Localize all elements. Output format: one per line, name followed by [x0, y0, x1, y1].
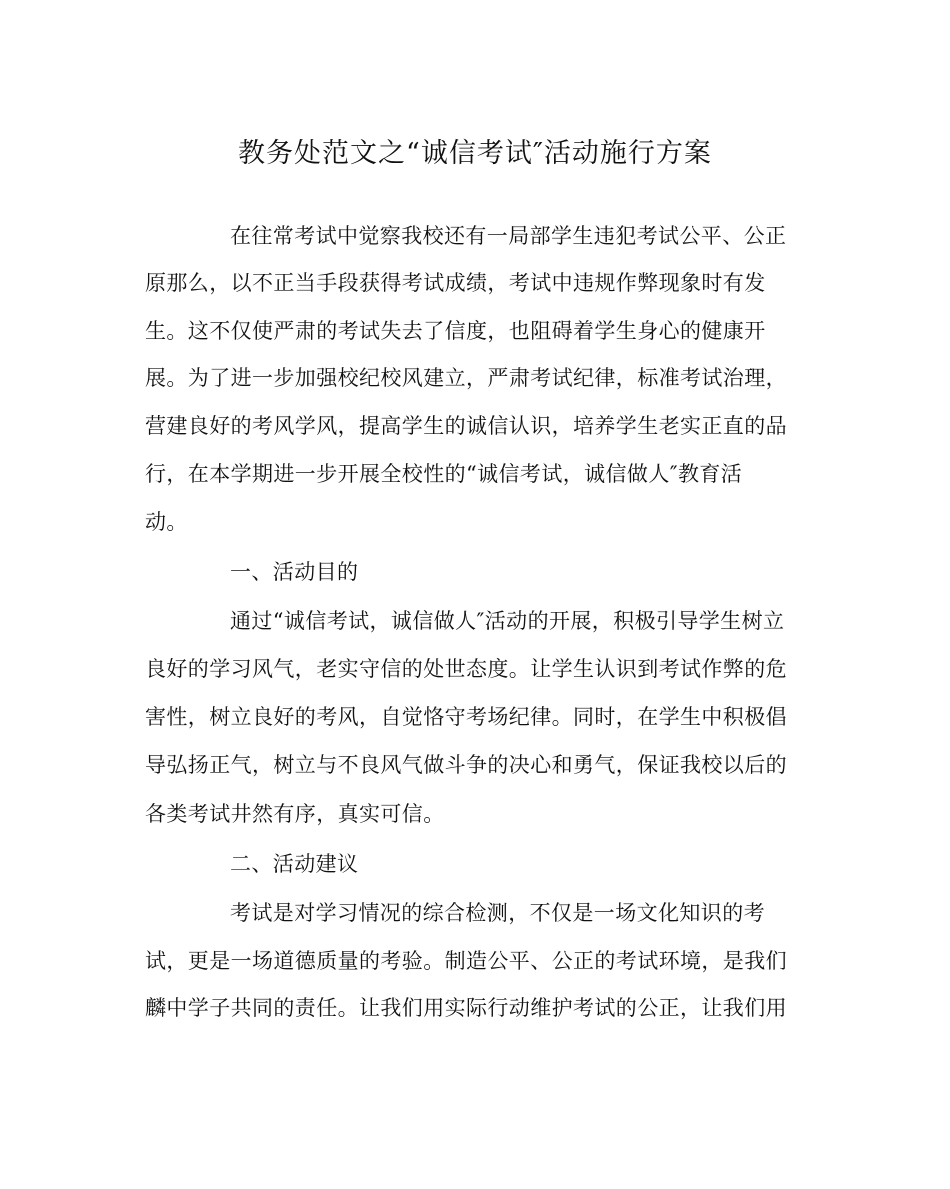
paragraph-1-line-4: 展。为了进一步加强校纪校风建立，严肃考试纪律，标准考试治理，: [145, 366, 787, 390]
paragraph-3-line-2: 试，更是一场道德质量的考验。制造公平、公正的考试环境，是我们: [145, 949, 787, 973]
section-heading-1: 一、活动目的: [230, 560, 359, 584]
paragraph-1-line-1: 在往常考试中觉察我校还有一局部学生违犯考试公平、公正: [230, 224, 787, 248]
document-title: 教务处范文之“诚信考试″活动施行方案: [238, 138, 712, 169]
paragraph-2-line-4: 导弘扬正气，树立与不良风气做斗争的决心和勇气，保证我校以后的: [145, 753, 787, 777]
paragraph-1-line-5: 营建良好的考风学风，提高学生的诚信认识，培养学生老实正直的品: [145, 414, 787, 438]
paragraph-2-line-3: 害性，树立良好的考风，自觉恪守考场纪律。同时，在学生中积极倡: [145, 705, 787, 729]
section-heading-2: 二、活动建议: [230, 852, 359, 876]
paragraph-2-line-1: 通过“诚信考试，诚信做人″活动的开展，积极引导学生树立: [230, 609, 785, 633]
paragraph-1-line-2: 原那么，以不正当手段获得考试成绩，考试中违规作弊现象时有发: [145, 271, 766, 295]
paragraph-3-line-3: 麟中学子共同的责任。让我们用实际行动维护考试的公正，让我们用: [145, 996, 787, 1020]
paragraph-1-line-3: 生。这不仅使严肃的考试失去了信度，也阻碍着学生身心的健康开: [145, 319, 766, 343]
paragraph-3-line-1: 考试是对学习情况的综合检测，不仅是一场文化知识的考: [230, 901, 765, 925]
paragraph-2-line-2: 良好的学习风气，老实守信的处世态度。让学生认识到考试作弊的危: [145, 657, 787, 681]
paragraph-2-line-5: 各类考试井然有序，真实可信。: [145, 802, 445, 826]
paragraph-1-line-6: 行，在本学期进一步开展全校性的“诚信考试，诚信做人″教育活: [145, 462, 743, 486]
paragraph-1-line-7: 动。: [145, 510, 188, 534]
